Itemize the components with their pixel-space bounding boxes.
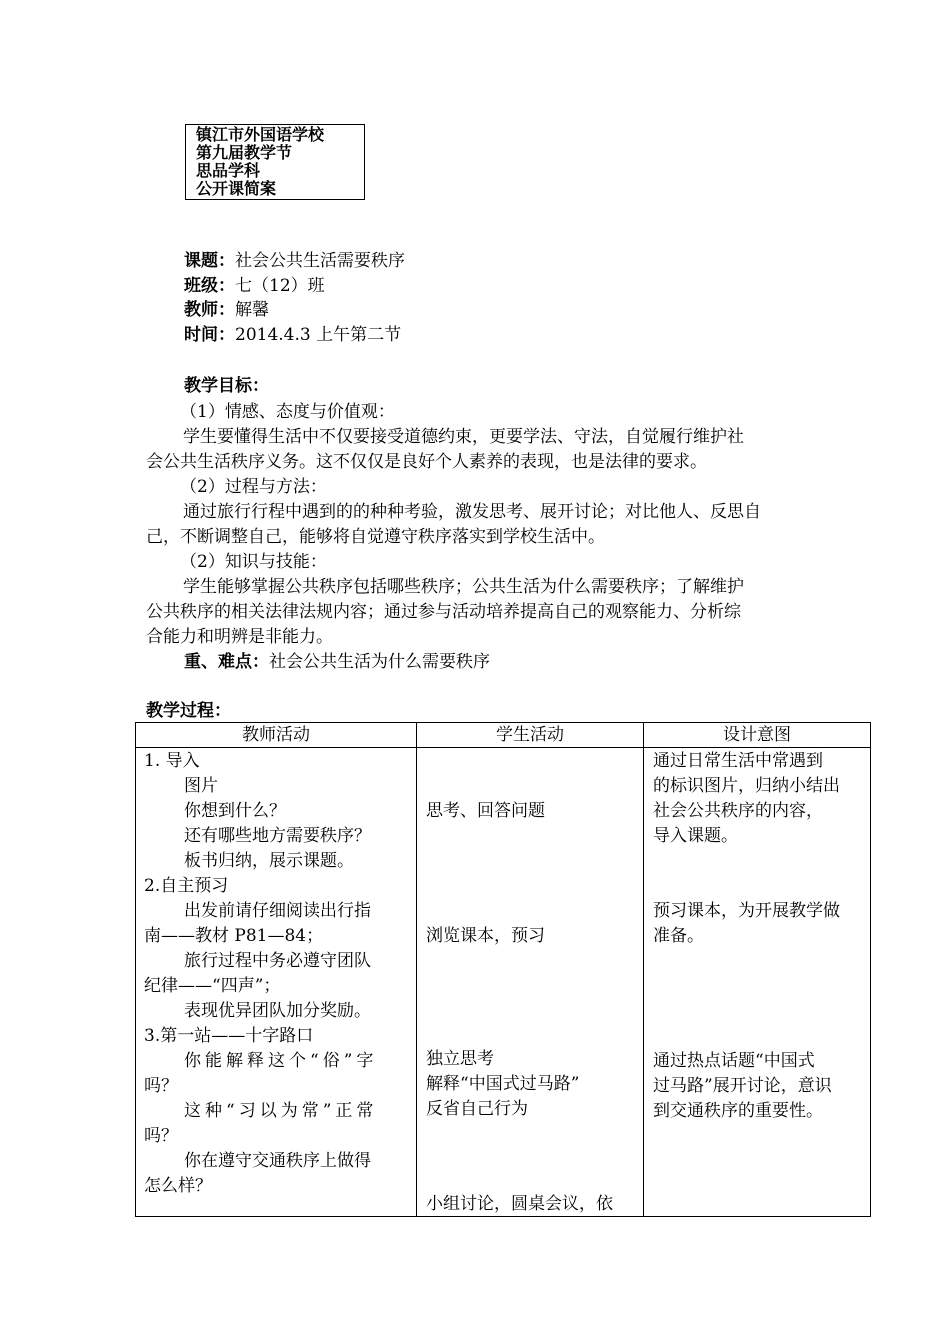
design-line: 社会公共秩序的内容， <box>653 801 823 821</box>
teacher-activity-cell <box>136 748 417 1217</box>
design-line: 过马路”展开讨论，意识 <box>653 1076 832 1096</box>
student-line: 思考、回答问题 <box>426 801 545 821</box>
class-label: 班级： <box>184 276 235 296</box>
objective-2-title: （2）过程与方法： <box>180 477 327 497</box>
time-line <box>184 324 401 346</box>
teacher-line: 纪律——“四声”； <box>144 976 281 996</box>
objective-3-title: （2）知识与技能： <box>180 552 327 572</box>
objective-1-text-line2: 会公共生活秩序义务。这不仅仅是良好个人素养的表现，也是法律的要求。 <box>146 452 707 472</box>
process-heading: 教学过程： <box>146 701 231 721</box>
teacher-line: 你想到什么？ <box>184 801 286 821</box>
topic-label: 课题： <box>184 251 235 271</box>
school-name: 镇江市外国语学校 <box>196 125 325 144</box>
objectives-heading: 教学目标： <box>184 376 269 396</box>
teacher-line: 吗？ <box>144 1076 178 1096</box>
time-value: 2014.4.3 上午第二节 <box>235 325 402 345</box>
school-title-box <box>185 124 365 200</box>
objective-3-text-line1: 学生能够掌握公共秩序包括哪些秩序；公共生活为什么需要秩序；了解维护 <box>183 577 744 597</box>
teacher-value: 解馨 <box>235 300 269 320</box>
objective-2-text-line2: 己，不断调整自己，能够将自觉遵守秩序落实到学校生活中。 <box>146 527 605 547</box>
design-line: 通过日常生活中常遇到 <box>653 751 823 771</box>
objective-2-text-line1: 通过旅行行程中遇到的的种种考验，激发思考、展开讨论；对比他人、反思自 <box>183 502 761 522</box>
teacher-step1-title: 1. 导入 <box>144 751 200 771</box>
teacher-line: 你能解释这个“俗”字 <box>184 1051 378 1071</box>
class-value: 七（12）班 <box>235 276 325 296</box>
header-teacher-activity: 教师活动 <box>136 723 417 748</box>
event-name: 第九届教学节 <box>196 143 293 162</box>
design-line: 准备。 <box>653 926 704 946</box>
design-intent-cell <box>644 748 871 1217</box>
teacher-line: 你在遵守交通秩序上做得 <box>184 1151 371 1171</box>
header-student-activity: 学生活动 <box>417 723 644 748</box>
teacher-step2-title: 2.自主预习 <box>144 876 229 896</box>
teacher-line: 南——教材 P81—84； <box>144 926 324 946</box>
objective-3-text-line2: 公共秩序的相关法律法规内容；通过参与活动培养提高自己的观察能力、分析综 <box>146 602 741 622</box>
teacher-line: 表现优异团队加分奖励。 <box>184 1001 371 1021</box>
teacher-line: 出发前请仔细阅读出行指 <box>184 901 371 921</box>
teacher-line: 吗？ <box>144 1126 178 1146</box>
student-line: 反省自己行为 <box>426 1099 528 1119</box>
objective-1-title: （1）情感、态度与价值观： <box>180 402 395 422</box>
key-points-line <box>184 651 490 673</box>
teacher-label: 教师： <box>184 300 235 320</box>
class-line <box>184 275 325 297</box>
teacher-line: 板书归纳，展示课题。 <box>184 851 354 871</box>
time-label: 时间： <box>184 325 235 345</box>
teacher-line: 还有哪些地方需要秩序？ <box>184 826 371 846</box>
objective-3-text-line3: 合能力和明辨是非能力。 <box>146 627 333 647</box>
table-row <box>136 748 871 1217</box>
design-line: 到交通秩序的重要性。 <box>653 1101 823 1121</box>
process-table <box>135 722 871 1217</box>
teacher-line: 图片 <box>184 776 218 796</box>
plan-type: 公开课简案 <box>196 179 277 198</box>
subject-name: 思品学科 <box>196 161 261 180</box>
teacher-line: 旅行过程中务必遵守团队 <box>184 951 371 971</box>
table-header-row <box>136 723 871 748</box>
teacher-line <box>184 299 269 321</box>
topic-value: 社会公共生活需要秩序 <box>235 251 405 271</box>
design-line: 导入课题。 <box>653 826 738 846</box>
topic-line <box>184 250 405 272</box>
student-line: 独立思考 <box>426 1049 494 1069</box>
design-line: 通过热点话题“中国式 <box>653 1051 815 1071</box>
key-points-label: 重、难点： <box>184 652 269 672</box>
student-line: 小组讨论，圆桌会议，依 <box>426 1194 613 1214</box>
student-activity-cell <box>417 748 644 1217</box>
student-line: 解释“中国式过马路” <box>426 1074 580 1094</box>
student-line: 浏览课本，预习 <box>426 926 545 946</box>
teacher-line: 怎么样？ <box>144 1176 212 1196</box>
objective-1-text-line1: 学生要懂得生活中不仅要接受道德约束，更要学法、守法，自觉履行维护社 <box>183 427 744 447</box>
header-design-intent: 设计意图 <box>644 723 871 748</box>
teacher-line: 这种“习以为常”正常 <box>184 1101 378 1121</box>
teacher-step3-title: 3.第一站——十字路口 <box>144 1026 314 1046</box>
key-points-value: 社会公共生活为什么需要秩序 <box>269 652 490 672</box>
design-line: 预习课本，为开展教学做 <box>653 901 840 921</box>
design-line: 的标识图片，归纳小结出 <box>653 776 840 796</box>
